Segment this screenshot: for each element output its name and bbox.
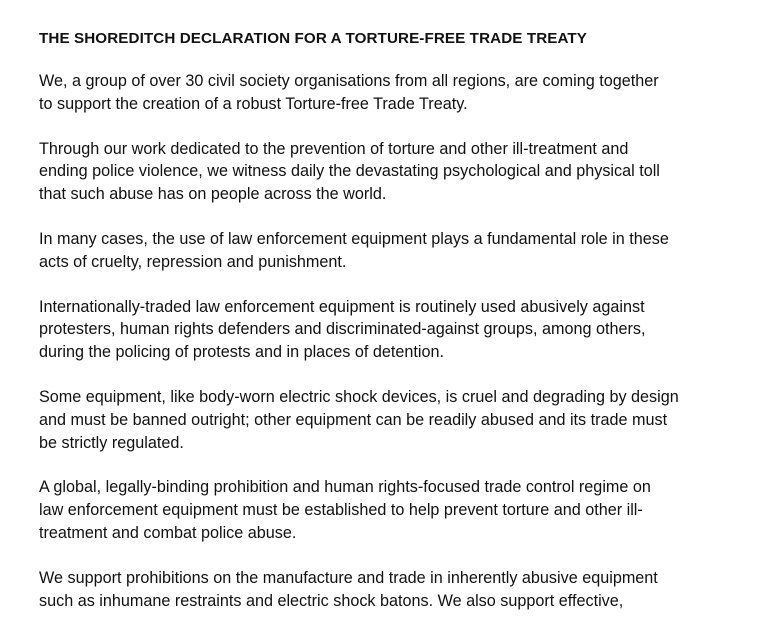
paragraph-line: law enforcement equipment must be established to help prevent torture and other ill- bbox=[39, 501, 643, 520]
paragraph-line: Through our work dedicated to the prevention of torture and other ill-treatment and bbox=[39, 139, 629, 158]
paragraph-line: be strictly regulated. bbox=[39, 433, 184, 452]
paragraph-line: acts of cruelty, repression and punishment. bbox=[39, 252, 347, 271]
paragraph-7 bbox=[39, 567, 739, 613]
paragraph-line: protesters, human rights defenders and discriminated-against groups, among others, bbox=[39, 320, 646, 339]
paragraph-line: We support prohibitions on the manufacture and trade in inherently abusive equipment bbox=[39, 568, 658, 587]
paragraph-line: Internationally-traded law enforcement equipment is routinely used abusively against bbox=[39, 297, 645, 316]
paragraph-line: A global, legally-binding prohibition and human rights-focused trade control regime on bbox=[39, 478, 651, 497]
paragraph-line: We, a group of over 30 civil society organisations from all regions, are coming together bbox=[39, 72, 659, 90]
document-page bbox=[39, 28, 739, 634]
paragraph-line: and must be banned outright; other equipment can be readily abused and its trade must bbox=[39, 410, 668, 429]
paragraph-4 bbox=[39, 296, 739, 364]
paragraph-3 bbox=[39, 228, 739, 274]
paragraph-6 bbox=[39, 476, 739, 544]
paragraph-line: that such abuse has on people across the world. bbox=[39, 185, 387, 204]
paragraph-1 bbox=[39, 70, 739, 116]
paragraph-line: during the policing of protests and in places of detention. bbox=[39, 343, 444, 362]
paragraph-2 bbox=[39, 138, 739, 206]
paragraph-5 bbox=[39, 386, 739, 454]
paragraph-line: treatment and combat police abuse. bbox=[39, 523, 297, 542]
paragraph-line: to support the creation of a robust Torture-free Trade Treaty. bbox=[39, 94, 468, 113]
paragraph-line: ending police violence, we witness daily the devastating psychological and physical toll bbox=[39, 162, 660, 181]
paragraph-line: such as inhumane restraints and electric shock batons. We also support effective, bbox=[39, 591, 624, 610]
document-title: THE SHOREDITCH DECLARATION FOR A TORTURE-FREE TRADE TREATY bbox=[39, 30, 588, 47]
paragraph-line: Some equipment, like body-worn electric shock devices, is cruel and degrading by design bbox=[39, 387, 679, 406]
paragraph-line: In many cases, the use of law enforcement equipment plays a fundamental role in these bbox=[39, 229, 669, 248]
